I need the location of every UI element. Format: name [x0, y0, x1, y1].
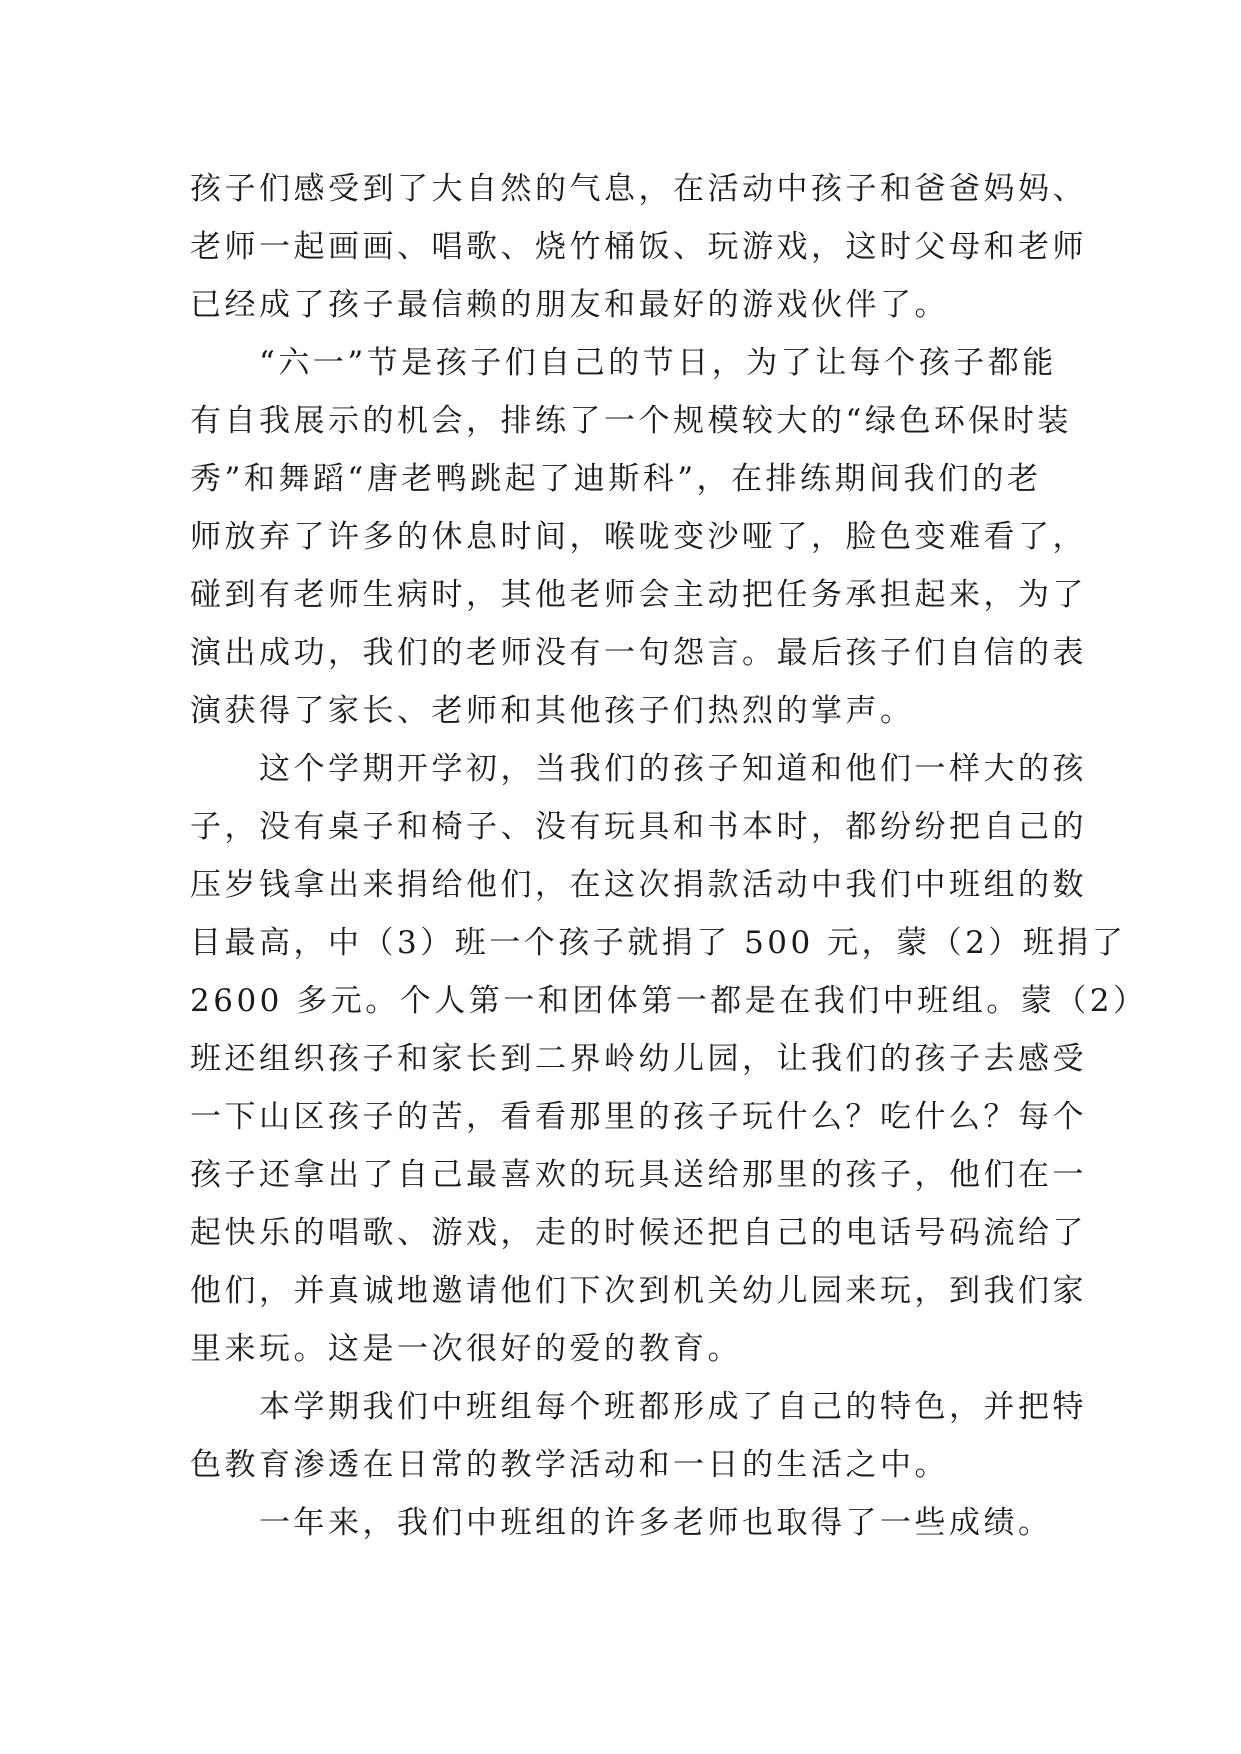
text-line: 师放弃了许多的休息时间，喉咙变沙哑了，脸色变难看了，: [190, 519, 1087, 555]
text-line: 本学期我们中班组每个班都形成了自己的特色，并把特: [190, 1389, 1087, 1425]
text-line: 秀”和舞蹈“唐老鸭跳起了迪斯科”，在排练期间我们的老: [190, 461, 1042, 497]
text-line: 碰到有老师生病时，其他老师会主动把任务承担起来，为了: [190, 577, 1087, 613]
text-line: 他们，并真诚地邀请他们下次到机关幼儿园来玩，到我们家: [190, 1273, 1087, 1309]
paragraph-3: [190, 740, 1148, 1378]
paragraph-1: [190, 160, 1087, 334]
text-line: 有自我展示的机会，排练了一个规模较大的“绿色环保时装: [190, 403, 1072, 439]
text-line: 这个学期开学初，当我们的孩子知道和他们一样大的孩: [190, 751, 1087, 787]
text-line: 目最高，中（3）班一个孩子就捐了 500 元，蒙（2）班捐了: [190, 925, 1127, 961]
text-line: 演出成功，我们的老师没有一句怨言。最后孩子们自信的表: [190, 635, 1087, 671]
body-text: [190, 160, 1148, 1552]
text-line: 2600 多元。个人第一和团体第一都是在我们中班组。蒙（2）: [190, 983, 1148, 1019]
text-line: 孩子们感受到了大自然的气息，在活动中孩子和爸爸妈妈、: [190, 171, 1087, 207]
paragraph-4: [190, 1378, 1087, 1494]
text-line: “六一”节是孩子们自己的节日，为了让每个孩子都能: [190, 345, 1057, 381]
paragraph-2: [190, 334, 1087, 740]
text-line: 压岁钱拿出来捐给他们，在这次捐款活动中我们中班组的数: [190, 867, 1087, 903]
text-line: 起快乐的唱歌、游戏，走的时候还把自己的电话号码流给了: [190, 1215, 1087, 1251]
text-line: 已经成了孩子最信赖的朋友和最好的游戏伙伴了。: [190, 287, 949, 323]
paragraph-5: [190, 1494, 1070, 1552]
text-line: 色教育渗透在日常的教学活动和一日的生活之中。: [190, 1447, 949, 1483]
text-line: 里来玩。这是一次很好的爱的教育。: [190, 1331, 742, 1367]
text-line: 一年来，我们中班组的许多老师也取得了一些成绩。: [190, 1505, 1053, 1541]
text-line: 孩子还拿出了自己最喜欢的玩具送给那里的孩子，他们在一: [190, 1157, 1087, 1193]
text-line: 老师一起画画、唱歌、烧竹桶饭、玩游戏，这时父母和老师: [190, 229, 1087, 265]
text-line: 班还组织孩子和家长到二界岭幼儿园，让我们的孩子去感受: [190, 1041, 1087, 1077]
text-line: 一下山区孩子的苦，看看那里的孩子玩什么？吃什么？每个: [190, 1099, 1087, 1135]
text-line: 演获得了家长、老师和其他孩子们热烈的掌声。: [190, 693, 915, 729]
text-line: 子，没有桌子和椅子、没有玩具和书本时，都纷纷把自己的: [190, 809, 1087, 845]
